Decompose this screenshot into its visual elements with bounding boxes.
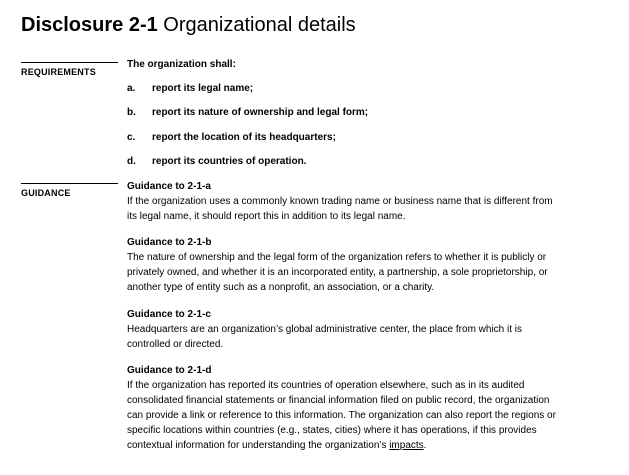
requirement-letter: b. [127,107,136,118]
guidance-block-c [127,307,597,352]
requirement-item-a [127,81,253,96]
requirement-item-c [127,130,336,145]
requirement-text: report its nature of ownership and legal form; [152,107,369,118]
requirement-text: report the location of its headquarters; [152,132,336,143]
requirements-intro: The organization shall: [127,59,236,70]
guidance-heading: Guidance to 2-1-d [127,365,212,376]
page-title [21,14,356,37]
requirements-column [127,57,597,177]
requirement-text: report its countries of operation. [152,156,307,167]
requirement-item-d [127,154,306,169]
requirement-item-b [127,105,368,120]
guidance-heading: Guidance to 2-1-c [127,309,211,320]
guidance-line: specific locations within countries (e.g., states, cities) where it has operations, if this provides [127,425,537,436]
guidance-line: its legal name, it should report this in addition to its legal name. [127,211,406,222]
requirements-label: REQUIREMENTS [21,67,96,77]
guidance-column [127,179,597,469]
requirement-text: report its legal name; [152,83,254,94]
guidance-line: consolidated financial statements or financial information filed on public record, the organization [127,395,550,406]
guidance-label: GUIDANCE [21,188,71,198]
guidance-line: another type of entity such as a nonprofit, an association, or a charity. [127,282,435,293]
guidance-line: If the organization has reported its countries of operation elsewhere, such as in its audited [127,380,525,391]
guidance-line [127,438,597,453]
guidance-block-a [127,179,597,224]
guidance-line: Headquarters are an organization’s global administrative center, the place from which it is [127,324,523,335]
requirement-letter: c. [127,132,136,143]
guidance-block-b [127,235,597,295]
guidance-line-text: contextual information for understanding the organization’s [127,440,390,451]
guidance-heading: Guidance to 2-1-b [127,237,212,248]
disclosure-code: Disclosure 2-1 [21,14,158,36]
impacts-link[interactable]: impacts [389,440,424,451]
guidance-line: The nature of ownership and the legal form of the organization refers to whether it is publicly or [127,252,547,263]
guidance-block-d [127,363,597,453]
requirement-letter: a. [127,83,136,94]
disclosure-title: Organizational details [163,14,356,36]
requirements-rule [21,62,118,63]
requirement-letter: d. [127,156,136,167]
guidance-line: If the organization uses a commonly known trading name or business name that is different from [127,196,553,207]
guidance-rule [21,183,118,184]
guidance-line-end: . [423,440,427,451]
guidance-line: controlled or directed. [127,339,224,350]
guidance-heading: Guidance to 2-1-a [127,181,211,192]
guidance-line: can provide a link or reference to this information. The organization can also report the regions or [127,410,556,421]
guidance-line: privately owned, and whether it is an incorporated entity, a partnership, a sole proprietorship, or [127,267,548,278]
